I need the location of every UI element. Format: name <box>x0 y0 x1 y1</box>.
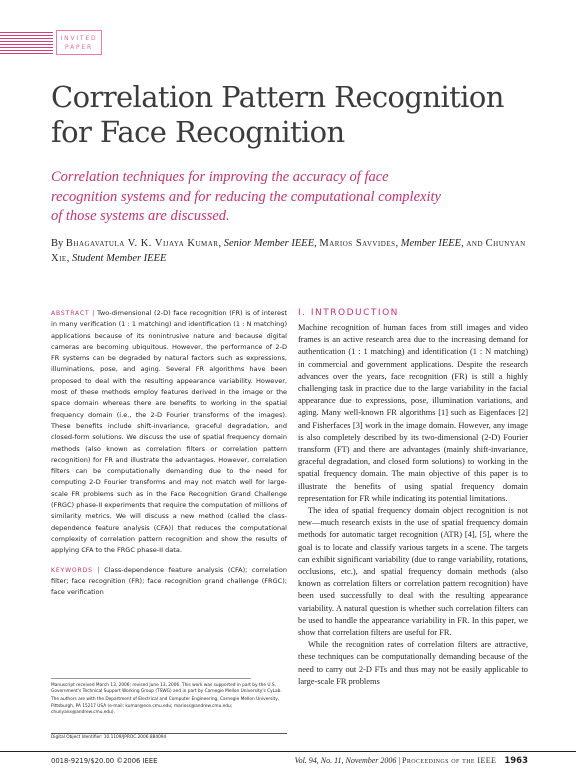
abstract <box>51 308 287 557</box>
footer-issn: 0018-9219/$20.00 ©2006 IEEE <box>51 757 158 765</box>
footer-volume: Vol. 94, No. 11, November 2006 <box>294 756 397 765</box>
footer-separator: | <box>398 756 401 765</box>
doi-divider <box>51 733 287 734</box>
badge-line-2: PAPER <box>65 44 93 51</box>
by-label: By <box>51 238 64 249</box>
badge-line-1: INVITED <box>60 35 98 42</box>
keywords-text: Class-dependence feature analysis (CFA); correlation filter; face recognition (FR); face recognition grand challenge (FRGC); face verification <box>51 565 287 597</box>
keywords-separator: | <box>97 565 100 574</box>
author-name: Chunyan Xie <box>51 238 526 264</box>
author-role: Student Member IEEE <box>71 253 167 264</box>
header-decorative-lines <box>0 32 53 54</box>
footnotes <box>51 683 286 718</box>
footer-citation <box>295 756 528 766</box>
left-column <box>51 308 287 598</box>
intro-paragraph-3: While the recognition rates of correlation filters are attractive, these techniques can be computationally demanding because of the need to carry out 2-D FTs and thus may not be easily applicable to large-scale FR problems <box>298 640 528 686</box>
right-column <box>298 322 528 688</box>
author-list: By Bhagavatula V. K. Vijaya Kumar, Senior Member IEEE, Marios Savvides, Member IEEE, and Chunyan Xie, Student Member IEEE <box>51 238 526 264</box>
paper-title: Correlation Pattern Recognition for Face Recognition <box>51 80 504 149</box>
and-label: and <box>466 238 484 249</box>
intro-paragraph-1: Machine recognition of human faces from still images and video frames is an active research area due to the increasing demand for authentication (1 : 1 matching) and identification (1 : N matching) in commercial and government applications. Despite the research advances over the years, face recognition (FR) is still a highly challenging task in practice due to the large variability in the facial appearance due to expressions, pose, illumination variations, and aging. Many well-known FR algorithms [1] such as Eigenfaces [2] and Fisherfaces [3] work in the image domain. However, any image is also completely described by its two-dimensional (2-D) Fourier transform (FT) and there are advantages (mainly shift-invariance, graceful degradation, and closed form solutions) to working in the spatial frequency domain. The main objective of this paper is to illustrate the benefits of using spatial frequency domain representation for FR while indicating its potential limitations. <box>298 323 528 503</box>
section-number: I. <box>298 308 307 318</box>
footnote-received: Manuscript received March 13, 2006; revised June 13, 2006. This work was supported in part by the U.S. Government's Technical Support Working Group (TSWG) and in part by Carnegie Mellon University's CyLab. <box>51 683 282 695</box>
footer-journal: Proceedings of the IEEE <box>402 756 497 765</box>
footnote-affiliation: The authors are with the Department of Electrical and Computer Engineering, Carnegie Mellon University, Pittsburgh, PA 15217 USA (e-mail: kumar@ece.cmu.edu; marioss@andrew.cmu.edu; chunyanx@andrew.cmu.edu). <box>51 697 280 715</box>
abstract-label: ABSTRACT <box>51 310 90 317</box>
page-number: 1963 <box>504 756 528 766</box>
section-heading <box>298 308 399 318</box>
author-role: Senior Member IEEE <box>223 238 315 249</box>
paper-subtitle: Correlation techniques for improving the accuracy of face recognition systems and for reducing the computational complexity of those systems are discussed. <box>51 169 441 224</box>
footnote-divider <box>51 678 251 679</box>
invited-paper-badge <box>56 30 102 55</box>
doi-text: Digital Object Identifier: 10.1109/JPROC.2006.884094 <box>51 735 167 740</box>
footer-divider <box>0 751 576 752</box>
keywords-label: KEYWORDS <box>51 566 93 574</box>
author-name: Marios Savvides <box>319 238 396 249</box>
keywords <box>51 565 287 599</box>
section-title: INTRODUCTION <box>310 308 399 318</box>
abstract-text: Two-dimensional (2-D) face recognition (FR) is of interest in many verification (1 : 1 matching) and identification (1 : N matching) applications because of its nonintrusive nature and because digital cameras are becoming ubiquitous. However, the performance of 2-D FR systems can be degraded by natural factors such as expressions, illuminations, pose, and aging. Several FR algorithms have been proposed to deal with the resulting appearance variability. However, most of these methods employ features derived in the image or the space domain whereas there are benefits to working in the spatial frequency domain (i.e., the 2-D Fourier transforms of the images). These benefits include shift-invariance, graceful degradation, and closed-form solutions. We discuss the use of spatial frequency domain methods (also known as correlation filters or correlation pattern recognition) for FR and illustrate the advantages. However, correlation filters can be computationally demanding due to the need for computing 2-D Fourier transforms and may not match well for large-scale FR problems such as in the Face Recognition Grand Challenge (FRGC) phase-II experiments that require the computation of millions of similarity metrics. We will discuss a new method (called the class-dependence feature analysis (CFA)) that reduces the computational complexity of correlation pattern recognition and show the results of applying CFA to the FRGC phase-II data. <box>51 309 287 555</box>
intro-paragraph-2: The idea of spatial frequency domain object recognition is not new—much research exists in the use of spatial frequency domain methods for automatic target recognition (ATR) [4], [5], where the goal is to locate and classify various targets in a scene. The targets can exhibit significant variability (due to range variability, rotations, occlusions, etc.), and spatial frequency domain methods (also known as correlation filters or correlation pattern recognition) have been used successfully to deal with the resulting appearance variability. A natural question is whether such correlation filters can be used to handle the appearance variability in FR. In this paper, we show that correlation filters are useful for FR. <box>298 506 528 638</box>
abstract-separator: | <box>92 309 95 317</box>
author-name: Bhagavatula V. K. Vijaya Kumar <box>65 238 219 249</box>
author-role: Member IEEE <box>400 238 462 249</box>
